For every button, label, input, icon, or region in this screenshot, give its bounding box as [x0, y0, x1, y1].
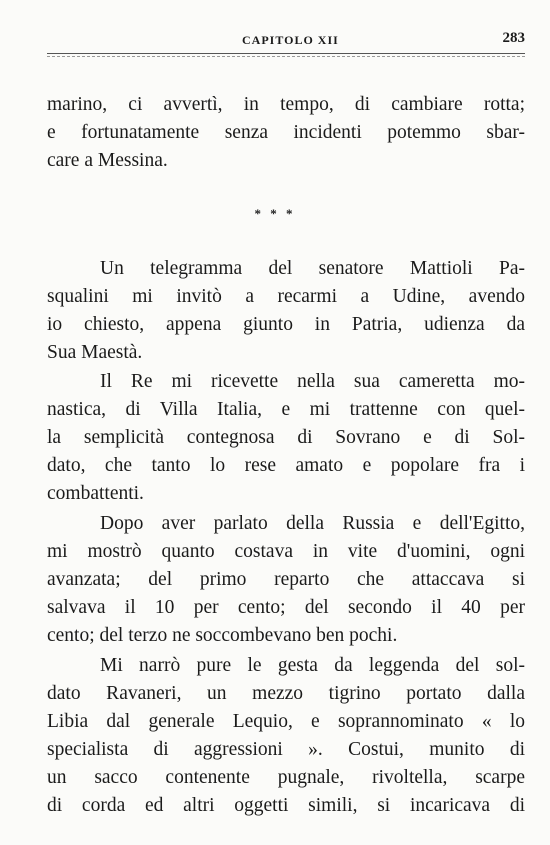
- text-line: Mi narrò pure le gesta da leggenda del sol-: [100, 655, 525, 676]
- text-line: Il Re mi ricevette nella sua cameretta mo-: [100, 371, 525, 392]
- page-header: [47, 30, 525, 50]
- text-line: squalini mi invitò a recarmi a Udine, avendo: [47, 286, 525, 307]
- text-line: mi mostrò quanto costava in vite d'uomini, ogni: [47, 541, 525, 562]
- text-line: Sua Maestà.: [47, 342, 143, 363]
- text-line: salvava il 10 per cento; del secondo il 40 per: [47, 597, 525, 618]
- text-line: combattenti.: [47, 483, 144, 504]
- chapter-title: CAPITOLO XII: [242, 33, 339, 47]
- header-rule: [47, 53, 525, 54]
- page-number: 283: [502, 30, 525, 46]
- text-line: care a Messina.: [47, 150, 168, 171]
- text-line: Un telegramma del senatore Mattioli Pa-: [100, 258, 525, 279]
- text-line: specialista di aggressioni ». Costui, munito di: [47, 739, 525, 760]
- text-line: cento; del terzo ne soccombevano ben pochi.: [47, 625, 398, 646]
- text-line: nastica, di Villa Italia, e mi trattenne con quel-: [47, 399, 525, 420]
- section-separator: * * *: [254, 206, 296, 221]
- text-line: io chiesto, appena giunto in Patria, udienza da: [47, 314, 525, 335]
- header-rule-secondary: [47, 56, 525, 57]
- text-line: marino, ci avvertì, in tempo, di cambiare rotta;: [47, 94, 525, 115]
- text-line: Dopo aver parlato della Russia e dell'Egitto,: [100, 513, 525, 534]
- text-line: dato, che tanto lo rese amato e popolare fra i: [47, 455, 525, 476]
- text-line: di corda ed altri oggetti simili, si incaricava di: [47, 795, 525, 816]
- text-line: un sacco contenente pugnale, rivoltella, scarpe: [47, 767, 525, 788]
- text-line: e fortunatamente senza incidenti potemmo sbar-: [47, 122, 525, 143]
- text-line: dato Ravaneri, un mezzo tigrino portato dalla: [47, 683, 525, 704]
- text-line: la semplicità contegnosa di Sovrano e di Sol-: [47, 427, 525, 448]
- text-line: avanzata; del primo reparto che attaccava si: [47, 569, 525, 590]
- text-line: Libia dal generale Lequio, e soprannominato « lo: [47, 711, 525, 732]
